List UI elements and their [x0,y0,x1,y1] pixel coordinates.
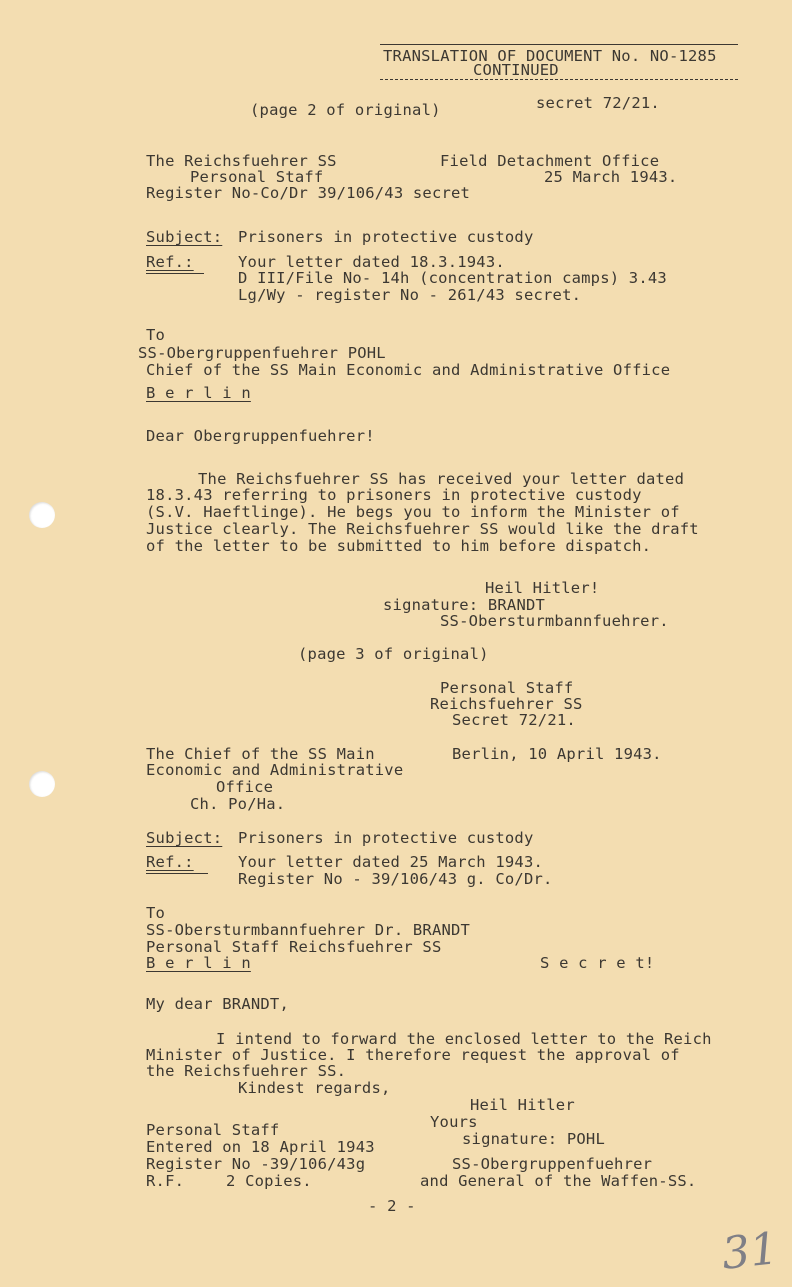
page3-sender-line-2: Economic and Administrative [146,761,404,779]
place-line-1: Field Detachment Office [440,152,660,170]
handwritten-page-number: 31 [719,1223,781,1280]
page3-header-line-2: Reichsfuehrer SS [430,695,583,713]
body-line-4: Justice clearly. The Reichsfuehrer SS would like the draft [146,520,699,538]
closing: Heil Hitler! [485,579,600,597]
salutation: Dear Obergruppenfuehrer! [146,427,375,445]
signer-rank: SS-Obersturmbannfuehrer. [440,612,669,630]
to-label: To [146,326,166,344]
registry-line-1: Personal Staff [146,1121,280,1139]
signature: signature: BRANDT [383,596,546,614]
page3-recipient-line-1: SS-Obersturmbannfuehrer Dr. BRANDT [146,921,471,939]
page3-subject-text: Prisoners in protective custody [238,829,534,847]
recipient-line-1: SS-Obergruppenfuehrer POHL [138,344,386,362]
ref-label: Ref.: [146,253,194,271]
page3-sender-line-1: The Chief of the SS Main [146,745,375,763]
page-2-marker: (page 2 of original) [250,101,441,119]
recipient-city: B e r l i n [146,384,251,402]
punch-hole-top [29,502,55,528]
page3-regards: Kindest regards, [238,1079,391,1097]
punch-hole-bottom [29,771,55,797]
page3-recipient-city: B e r l i n [146,954,251,972]
header-rule-top [380,44,738,45]
place-line-2: 25 March 1943. [544,168,678,186]
subject-text: Prisoners in protective custody [238,228,534,246]
page3-to-label: To [146,904,166,922]
sender-line-1: The Reichsfuehrer SS [146,152,337,170]
secret-reference: secret 72/21. [536,94,660,112]
ref-line-3: Lg/Wy - register No - 261/43 secret. [238,286,582,304]
registry-line-2: Entered on 18 April 1943 [146,1138,375,1156]
registry-line-4: R.F. [146,1172,185,1190]
page3-recipient-line-2: Personal Staff Reichsfuehrer SS [146,938,442,956]
page3-closing: Heil Hitler [470,1096,575,1114]
page3-header-line-3: Secret 72/21. [452,711,576,729]
page3-rank-1: SS-Obergruppenfuehrer [452,1155,653,1173]
page3-sender-line-3: Office [216,778,274,796]
ref-underline [146,273,204,274]
page3-body-line-2: Minister of Justice. I therefore request the approval of [146,1046,680,1064]
page3-rank-2: and General of the Waffen-SS. [420,1172,697,1190]
continued-label: CONTINUED [473,61,559,79]
recipient-line-2: Chief of the SS Main Economic and Administrative Office [146,361,671,379]
header-rule-bottom [380,79,738,80]
page3-ref-underline [146,873,208,874]
sender-line-2: Personal Staff [190,168,324,186]
page3-body-line-3: the Reichsfuehrer SS. [146,1062,347,1080]
page-number: - 2 - [368,1197,416,1215]
document-title: TRANSLATION OF DOCUMENT No. NO-1285 [383,47,717,65]
page3-ref-line-1: Your letter dated 25 March 1943. [238,853,544,871]
body-line-5: of the letter to be submitted to him before dispatch. [146,537,652,555]
page3-signature: signature: POHL [462,1130,605,1148]
page3-salutation: My dear BRANDT, [146,995,289,1013]
registry-line-3: Register No -39/106/43g [146,1155,366,1173]
page3-secret-mark: S e c r e t! [540,954,655,972]
ref-line-2: D III/File No- 14h (concentration camps) 3.43 [238,269,667,287]
sender-line-3: Register No-Co/Dr 39/106/43 secret [146,184,471,202]
page3-date: Berlin, 10 April 1943. [452,745,662,763]
registry-copies: 2 Copies. [226,1172,312,1190]
page3-body-line-1: I intend to forward the enclosed letter to the Reich [216,1030,712,1048]
page3-yours: Yours [430,1113,478,1131]
page3-header-line-1: Personal Staff [440,679,574,697]
page3-ref-line-2: Register No - 39/106/43 g. Co/Dr. [238,870,553,888]
page3-ref-label: Ref.: [146,853,194,871]
body-line-3: (S.V. Haeftlinge). He begs you to inform the Minister of [146,503,680,521]
ref-line-1: Your letter dated 18.3.1943. [238,253,505,271]
page3-sender-line-4: Ch. Po/Ha. [190,795,286,813]
subject-label: Subject: [146,228,223,246]
page3-subject-label: Subject: [146,829,223,847]
body-line-2: 18.3.43 referring to prisoners in protective custody [146,486,642,504]
body-line-1: The Reichsfuehrer SS has received your letter dated [198,470,685,488]
page-3-marker: (page 3 of original) [298,645,489,663]
